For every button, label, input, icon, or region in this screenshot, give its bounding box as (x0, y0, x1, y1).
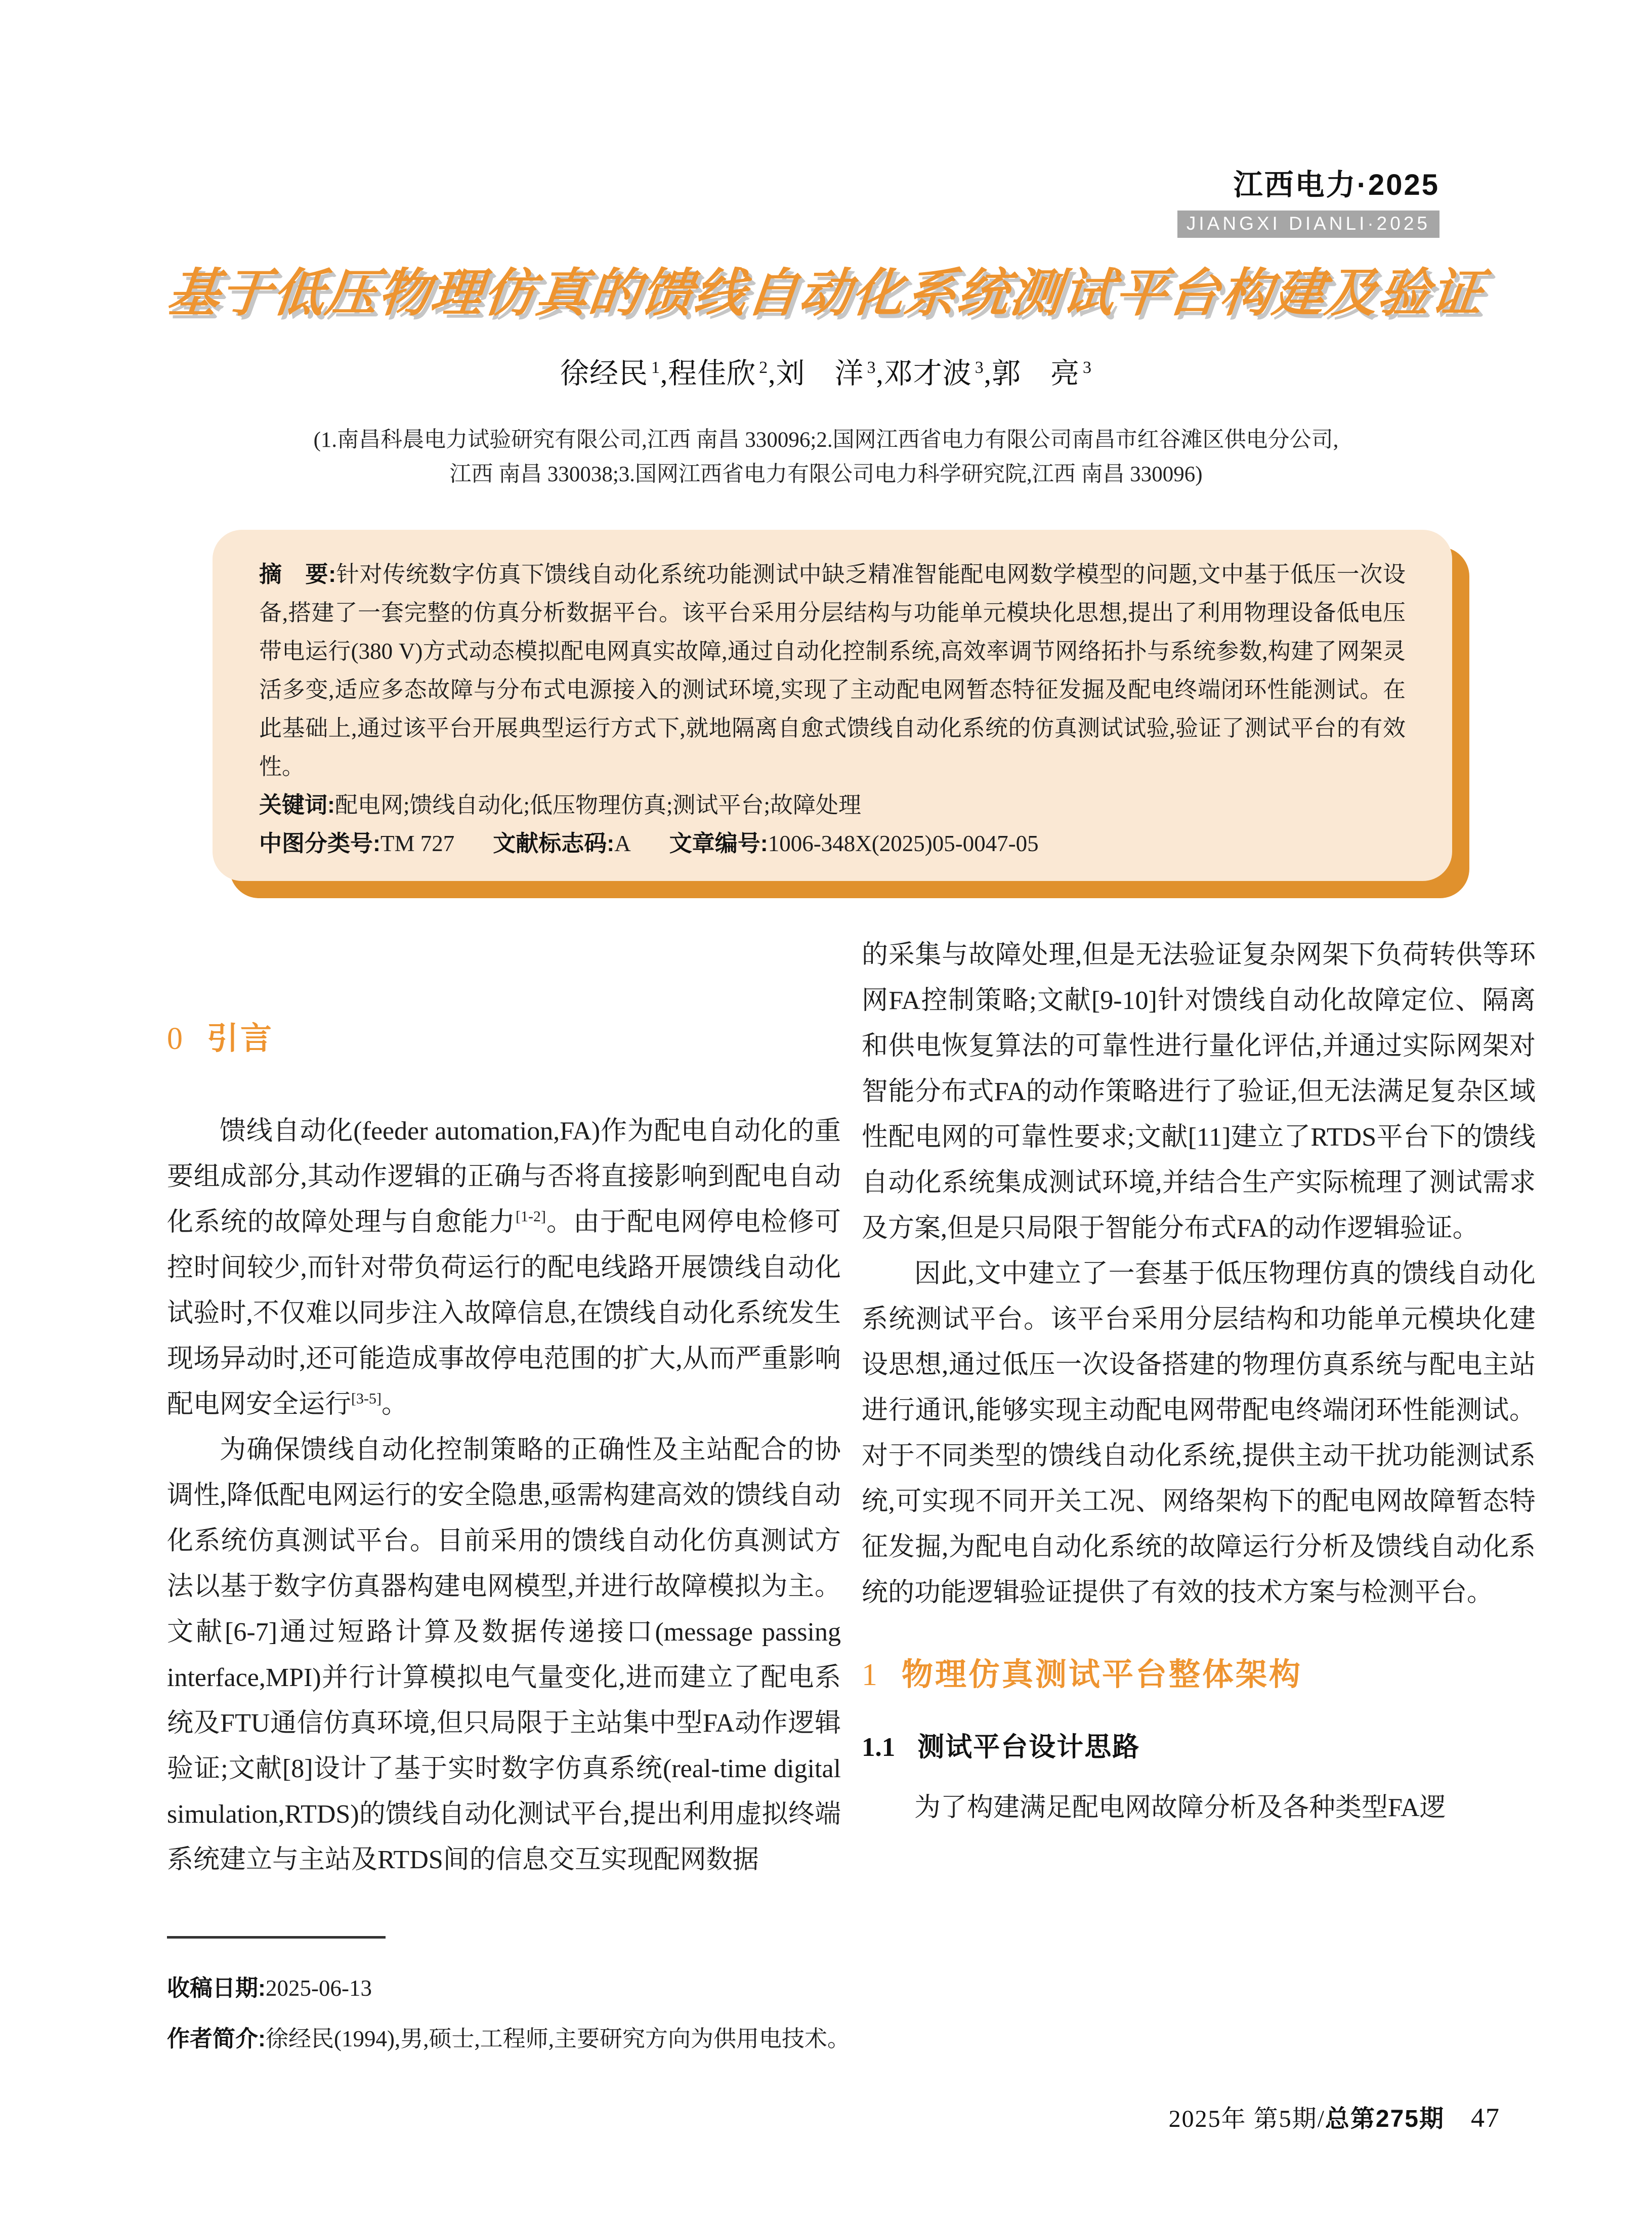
keywords-text: 配电网;馈线自动化;低压物理仿真;测试平台;故障处理 (335, 792, 862, 818)
abstract-paragraph (259, 555, 1406, 786)
abstract-text: 针对传统数字仿真下馈线自动化系统功能测试中缺乏精准智能配电网数学模型的问题,文中基于低压一次设备,搭建了一套完整的仿真分析数据平台。该平台采用分层结构与功能单元模块化思想,提出了利用物理设备低电压带电运行(380 V)方式动态模拟配电网真实故障,通过自动化控制系统,高效率调节网络拓扑与系统参数,构建了网架灵活多变,适应多态故障与分布式电源接入的测试环境,实现了主动配电网暂态特征发掘及配电终端闭环性能测试。在此基础上,通过该平台开展典型运行方式下,就地隔离自愈式馈线自动化系统的仿真测试试验,验证了测试平台的有效性。 (259, 562, 1406, 779)
author-sep: , (768, 358, 776, 390)
author-1 (560, 358, 668, 390)
issue-total: 总第275期 (1325, 2106, 1445, 2132)
keywords-line (259, 786, 1406, 824)
right-column (862, 933, 1536, 1831)
intro-p1-text-2: 。由于配电网停电检修可控时间较少,而针对带负荷运行的配电线路开展馈线自动化试验时,不仅难以同步注入故障信息,在馈线自动化系统发生现场异动时,还可能造成事故停电范围的扩大,从而严重影响配电网安全运行 (167, 1208, 841, 1419)
intro-paragraph-2: 为确保馈线自动化控制策略的正确性及主站配合的协调性,降低配电网运行的安全隐患,亟需构建高效的馈线自动化系统仿真测试平台。目前采用的馈线自动化仿真测试方法以基于数字仿真器构建电网模型,并进行故障模拟为主。文献[6-7]通过短路计算及数据传递接口(message passing interface,MPI)并行计算模拟电气量变化,进而建立了配电系统及FTU通信仿真环境,但只局限于主站集中型FA动作逻辑验证;文献[8]设计了基于实时数字仿真系统(real-time digital simulation,RTDS)的馈线自动化测试平台,提出利用虚拟终端系统建立与主站及RTDS间的信息交互实现配网数据 (167, 1436, 841, 1874)
affiliation-block (0, 423, 1652, 492)
author-3-name: 刘 洋 (776, 358, 864, 390)
issue-info: 2025年 第5期/ (1168, 2106, 1325, 2132)
author-4-sup: 3 (975, 358, 984, 377)
author-5-sup: 3 (1083, 358, 1092, 377)
article-title: 基于低压物理仿真的馈线自动化系统测试平台构建及验证 (164, 264, 1487, 322)
author-2 (668, 358, 776, 390)
right-paragraph-3: 为了构建满足配电网故障分析及各种类型FA逻 (914, 1793, 1446, 1822)
author-sep: , (984, 358, 992, 390)
author-1-name: 徐经民 (560, 358, 648, 390)
journal-name-en: JIANGXI DIANLI·2025 (1177, 211, 1439, 238)
doc-code-group (493, 831, 631, 856)
intro-p1-text-3: 。 (382, 1390, 408, 1419)
section-0-title: 引言 (207, 1021, 274, 1056)
author-sep: , (876, 358, 884, 390)
left-column (167, 1013, 841, 1883)
right-paragraph-2: 因此,文中建立了一套基于低压物理仿真的馈线自动化系统测试平台。该平台采用分层结构和功能单元模块化建设思想,通过低压一次设备搭建的物理仿真系统与配电主站进行通讯,能够实现主动配电网带配电终端闭环性能测试。对于不同类型的馈线自动化系统,提供主动干扰功能测试系统,可实现不同开关工况、网络架构下的配电网故障暂态特征发掘,为配电自动化系统的故障运行分析及馈线自动化系统的功能逻辑验证提供了有效的技术方案与检测平台。 (862, 1259, 1536, 1607)
received-date-line (167, 1972, 1037, 2004)
author-line (0, 350, 1652, 392)
doc-code-label: 文献标志码: (493, 830, 615, 856)
page-footer (1169, 2099, 1500, 2134)
classification-line (259, 824, 1406, 863)
journal-header (1177, 161, 1439, 238)
citation-ref-1-2: [1-2] (516, 1208, 546, 1225)
author-bio-label: 作者简介: (167, 2026, 266, 2051)
doc-code-value: A (614, 831, 631, 856)
section-0-number: 0 (167, 1022, 183, 1056)
section-1-title: 物理仿真测试平台整体架构 (902, 1657, 1303, 1692)
section-1-number: 1 (862, 1658, 877, 1692)
footnote-divider (167, 1936, 386, 1939)
section-1-1-number: 1.1 (862, 1733, 896, 1762)
author-2-name: 程佳欣 (668, 358, 756, 390)
author-2-sup: 2 (759, 358, 769, 377)
section-0-heading (167, 1013, 841, 1058)
right-paragraph-1: 的采集与故障处理,但是无法验证复杂网架下负荷转供等环网FA控制策略;文献[9-10]针对馈线自动化故障定位、隔离和供电恢复算法的可靠性进行量化评估,并通过实际网架对智能分布式FA的动作策略进行了验证,但无法满足复杂区域性配电网的可靠性要求;文献[11]建立了RTDS平台下的馈线自动化系统集成测试环境,并结合生产实际梳理了测试需求及方案,但是只局限于智能分布式FA的动作逻辑验证。 (862, 941, 1536, 1243)
article-id-label: 文章编号: (669, 830, 768, 856)
author-3-sup: 3 (867, 358, 876, 377)
author-3 (776, 358, 884, 390)
page-number: 47 (1471, 2103, 1500, 2133)
author-1-sup: 1 (651, 358, 660, 377)
clc-label: 中图分类号: (259, 830, 380, 856)
author-4 (884, 358, 992, 390)
article-id-group (669, 831, 1039, 856)
abstract-box (213, 530, 1452, 881)
clc-group (259, 831, 454, 856)
article-id-value: 1006-348X(2025)05-0047-05 (768, 831, 1039, 856)
citation-ref-3-5: [3-5] (351, 1390, 382, 1407)
section-1-heading (862, 1649, 1536, 1694)
abstract-label: 摘 要: (259, 561, 336, 587)
affiliation-line-1: (1.南昌科晨电力试验研究有限公司,江西 南昌 330096;2.国网江西省电力有限公司南昌市红谷滩区供电分公司, (313, 428, 1339, 452)
author-4-name: 邓才波 (883, 358, 972, 390)
intro-paragraph-1 (167, 1109, 841, 1427)
affiliation-line-2: 江西 南昌 330038;3.国网江西省电力有限公司电力科学研究院,江西 南昌 330096) (449, 463, 1203, 486)
received-date-label: 收稿日期: (167, 1975, 266, 2001)
author-sep: , (660, 358, 668, 390)
section-1-1-title: 测试平台设计思路 (917, 1732, 1140, 1762)
author-5 (992, 358, 1092, 390)
clc-value: TM 727 (380, 831, 455, 856)
keywords-label: 关键词: (259, 792, 335, 818)
section-1-1-heading (862, 1726, 1536, 1764)
author-bio-line (167, 2023, 1037, 2055)
received-date-value: 2025-06-13 (266, 1976, 372, 2001)
author-5-name: 郭 亮 (992, 358, 1080, 390)
author-bio-value: 徐经民(1994),男,硕士,工程师,主要研究方向为供用电技术。 (266, 2026, 850, 2051)
journal-name-cn: 江西电力·2025 (1233, 169, 1439, 201)
intro-p1-text-1: 馈线自动化(feeder automation,FA)作为配电自动化的重要组成部分,其动作逻辑的正确与否将直接影响到配电自动化系统的故障处理与自愈能力 (167, 1117, 841, 1237)
footnote-block (167, 1936, 1037, 2073)
